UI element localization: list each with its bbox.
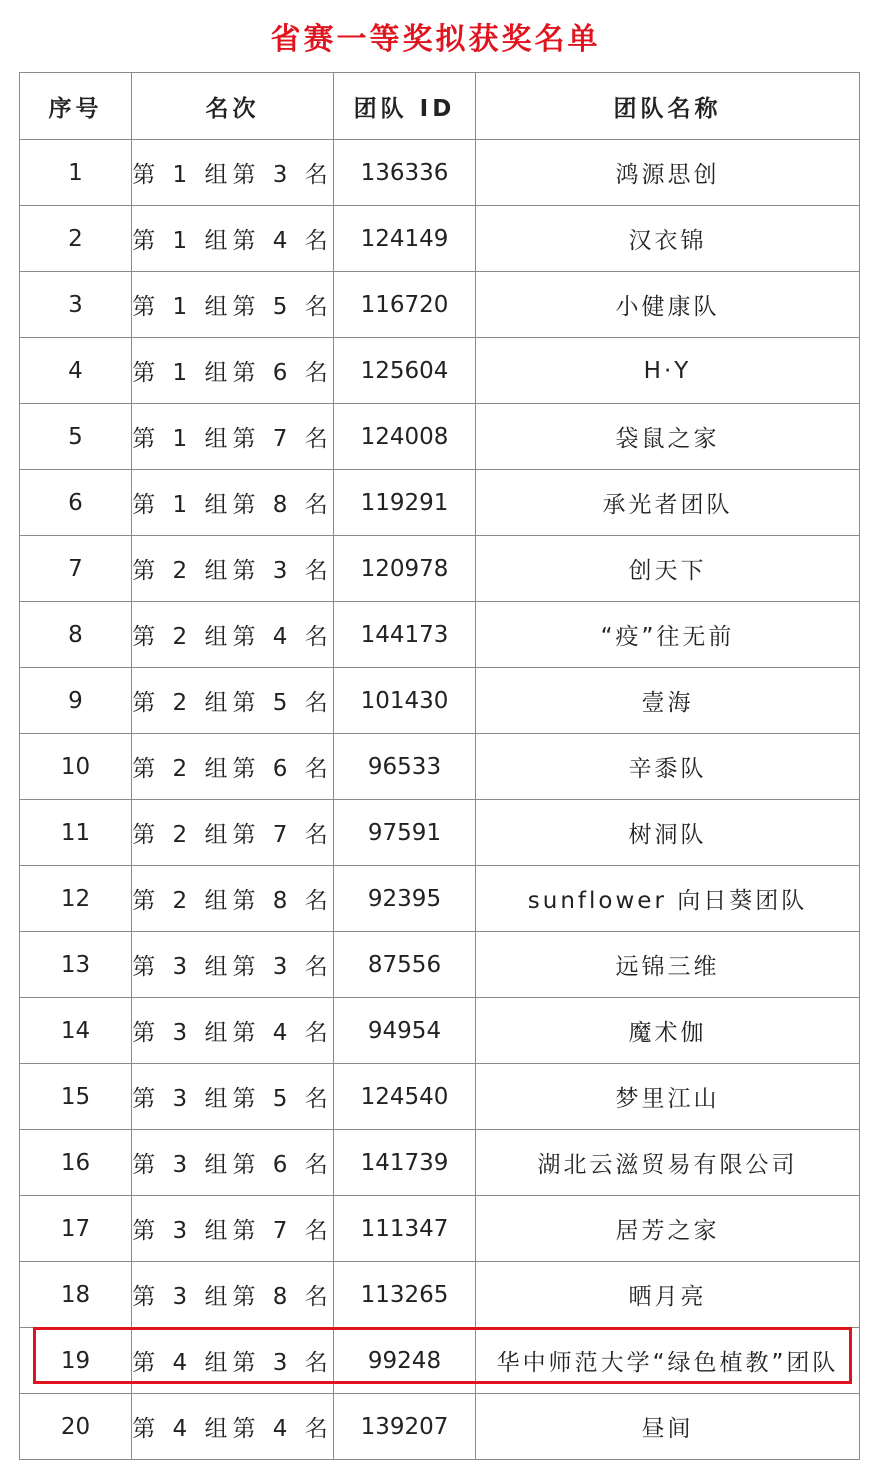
cell-seq: 6 (20, 470, 132, 536)
cell-team-id: 116720 (334, 272, 476, 338)
cell-seq: 9 (20, 668, 132, 734)
cell-team-id: 92395 (334, 866, 476, 932)
cell-team-name: 梦里江山 (476, 1064, 860, 1130)
cell-team-id: 125604 (334, 338, 476, 404)
table-row (20, 1394, 860, 1460)
cell-seq: 2 (20, 206, 132, 272)
cell-team-name: “疫”往无前 (476, 602, 860, 668)
cell-rank: 第 3 组第 8 名 (132, 1262, 334, 1328)
cell-team-name: 华中师范大学“绿色植教”团队 (476, 1328, 860, 1394)
cell-seq: 19 (20, 1328, 132, 1394)
cell-seq: 4 (20, 338, 132, 404)
table-row (20, 734, 860, 800)
header-rank: 名次 (132, 73, 334, 140)
cell-rank: 第 3 组第 4 名 (132, 998, 334, 1064)
cell-rank: 第 2 组第 3 名 (132, 536, 334, 602)
table-row-highlighted (20, 1328, 860, 1394)
cell-team-name: 壹海 (476, 668, 860, 734)
cell-seq: 18 (20, 1262, 132, 1328)
cell-team-name: 承光者团队 (476, 470, 860, 536)
cell-team-name: 昼间 (476, 1394, 860, 1460)
cell-team-name: H·Y (476, 338, 860, 404)
cell-team-name: 居芳之家 (476, 1196, 860, 1262)
cell-seq: 20 (20, 1394, 132, 1460)
header-team-id: 团队 ID (334, 73, 476, 140)
table-row (20, 338, 860, 404)
cell-rank: 第 1 组第 4 名 (132, 206, 334, 272)
cell-seq: 10 (20, 734, 132, 800)
table-row (20, 470, 860, 536)
cell-seq: 7 (20, 536, 132, 602)
cell-rank: 第 4 组第 4 名 (132, 1394, 334, 1460)
table-row (20, 206, 860, 272)
cell-rank: 第 1 组第 6 名 (132, 338, 334, 404)
cell-seq: 12 (20, 866, 132, 932)
cell-seq: 16 (20, 1130, 132, 1196)
cell-team-id: 120978 (334, 536, 476, 602)
cell-team-id: 124008 (334, 404, 476, 470)
cell-seq: 13 (20, 932, 132, 998)
cell-rank: 第 4 组第 3 名 (132, 1328, 334, 1394)
header-team-name: 团队名称 (476, 73, 860, 140)
cell-team-id: 119291 (334, 470, 476, 536)
cell-team-name: 袋鼠之家 (476, 404, 860, 470)
cell-rank: 第 1 组第 5 名 (132, 272, 334, 338)
cell-rank: 第 1 组第 3 名 (132, 140, 334, 206)
cell-team-id: 96533 (334, 734, 476, 800)
cell-seq: 14 (20, 998, 132, 1064)
cell-team-name: 小健康队 (476, 272, 860, 338)
cell-team-id: 141739 (334, 1130, 476, 1196)
cell-seq: 8 (20, 602, 132, 668)
cell-rank: 第 3 组第 7 名 (132, 1196, 334, 1262)
table-row (20, 998, 860, 1064)
table-header-row (20, 73, 860, 140)
table-row (20, 536, 860, 602)
cell-team-id: 113265 (334, 1262, 476, 1328)
cell-team-id: 136336 (334, 140, 476, 206)
cell-rank: 第 2 组第 5 名 (132, 668, 334, 734)
cell-team-name: 创天下 (476, 536, 860, 602)
cell-team-name: 鸿源思创 (476, 140, 860, 206)
cell-seq: 5 (20, 404, 132, 470)
cell-team-id: 144173 (334, 602, 476, 668)
cell-rank: 第 3 组第 6 名 (132, 1130, 334, 1196)
cell-seq: 15 (20, 1064, 132, 1130)
cell-team-id: 101430 (334, 668, 476, 734)
cell-team-id: 111347 (334, 1196, 476, 1262)
cell-seq: 3 (20, 272, 132, 338)
cell-team-name: 魔术伽 (476, 998, 860, 1064)
cell-team-name: 湖北云滋贸易有限公司 (476, 1130, 860, 1196)
award-table (19, 72, 860, 1460)
table-row (20, 1196, 860, 1262)
cell-team-name: 晒月亮 (476, 1262, 860, 1328)
table-row (20, 866, 860, 932)
cell-rank: 第 2 组第 6 名 (132, 734, 334, 800)
table-row (20, 1262, 860, 1328)
cell-team-id: 99248 (334, 1328, 476, 1394)
page-title: 省赛一等奖拟获奖名单 (270, 22, 601, 57)
table-row (20, 404, 860, 470)
cell-rank: 第 3 组第 3 名 (132, 932, 334, 998)
cell-team-id: 94954 (334, 998, 476, 1064)
table-row (20, 668, 860, 734)
table-row (20, 1064, 860, 1130)
cell-rank: 第 3 组第 5 名 (132, 1064, 334, 1130)
table-row (20, 140, 860, 206)
cell-team-name: 辛黍队 (476, 734, 860, 800)
cell-team-name: 远锦三维 (476, 932, 860, 998)
table-row (20, 602, 860, 668)
cell-rank: 第 2 组第 4 名 (132, 602, 334, 668)
cell-team-id: 124149 (334, 206, 476, 272)
cell-rank: 第 2 组第 7 名 (132, 800, 334, 866)
cell-team-id: 87556 (334, 932, 476, 998)
table-row (20, 932, 860, 998)
table-row (20, 1130, 860, 1196)
cell-team-name: 汉衣锦 (476, 206, 860, 272)
cell-rank: 第 2 组第 8 名 (132, 866, 334, 932)
cell-rank: 第 1 组第 8 名 (132, 470, 334, 536)
cell-seq: 1 (20, 140, 132, 206)
cell-team-id: 139207 (334, 1394, 476, 1460)
cell-team-name: 树洞队 (476, 800, 860, 866)
cell-team-id: 124540 (334, 1064, 476, 1130)
cell-rank: 第 1 组第 7 名 (132, 404, 334, 470)
cell-seq: 11 (20, 800, 132, 866)
cell-team-id: 97591 (334, 800, 476, 866)
table-row (20, 800, 860, 866)
header-seq: 序号 (20, 73, 132, 140)
cell-team-name: sunflower 向日葵团队 (476, 866, 860, 932)
table-row (20, 272, 860, 338)
cell-seq: 17 (20, 1196, 132, 1262)
